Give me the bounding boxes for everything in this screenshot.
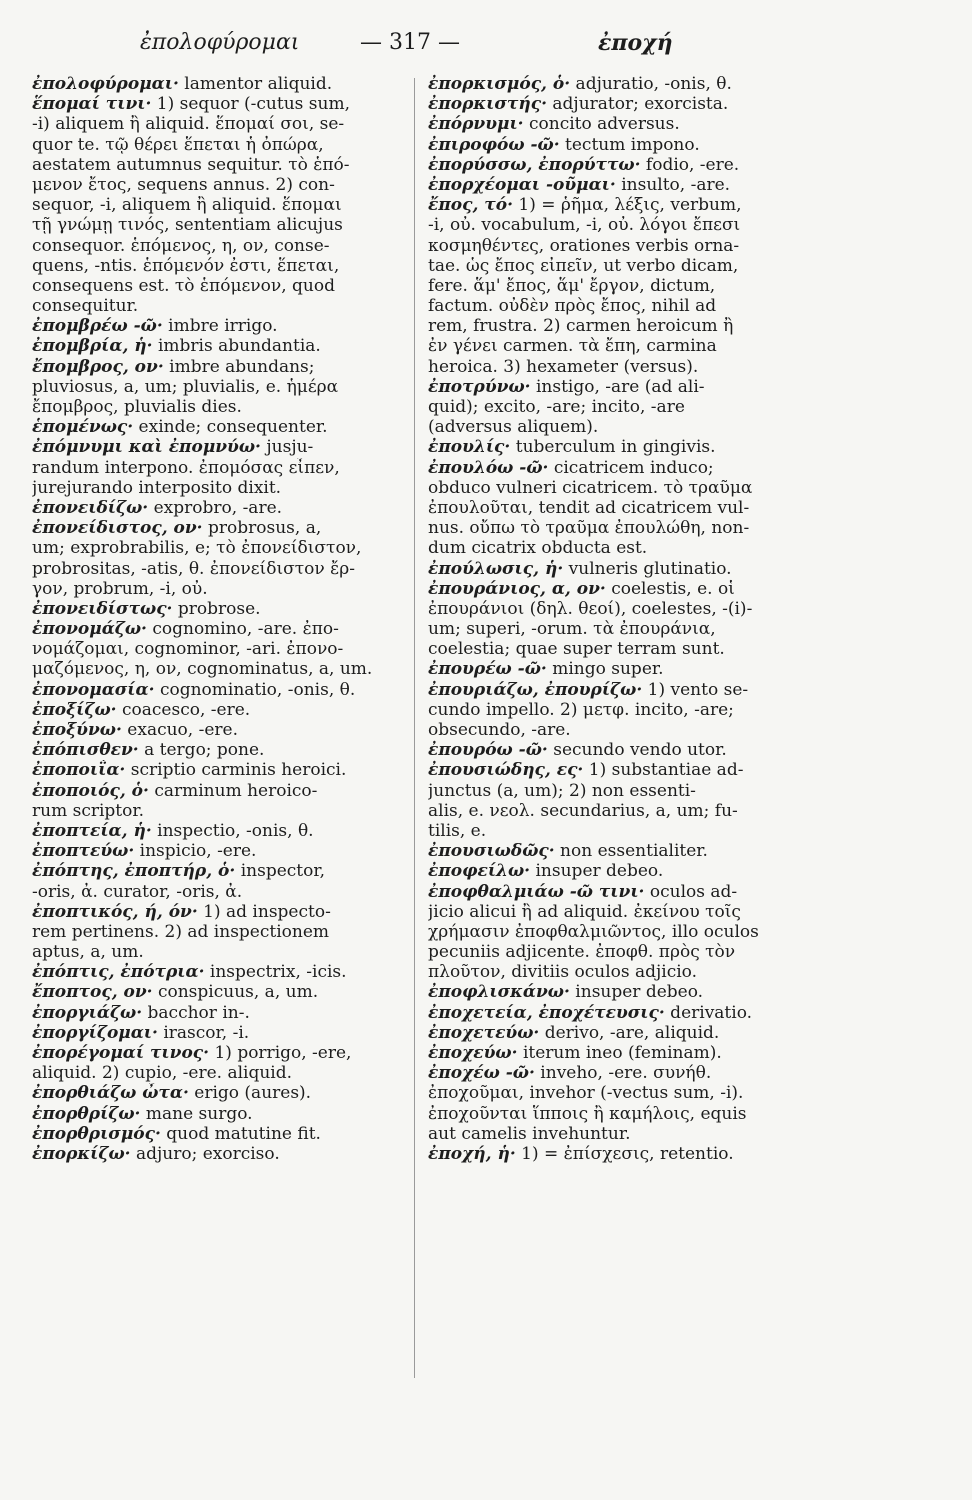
entry-line: ἐπουρόω -ῶ· secundo vendo utor. bbox=[428, 740, 727, 761]
page-number: — 317 — bbox=[360, 30, 460, 55]
entry-line: tilis, e. bbox=[428, 820, 487, 841]
entry-line: ἔπος, τό· 1) = ῥῆμα, λέξις, verbum, bbox=[428, 195, 742, 216]
entry-line: quor te. τῷ θέρει ἕπεται ἡ ὀπώρα, bbox=[32, 134, 324, 155]
entry-line: ἐπούλωσις, ἡ· vulneris glutinatio. bbox=[428, 558, 732, 579]
entry-line: ἐπορθρισμός· quod matutine fit. bbox=[32, 1123, 321, 1144]
right-column bbox=[428, 74, 813, 1164]
entry-line: quens, -ntis. ἑπόμενόν ἐστι, ἕπεται, bbox=[32, 255, 340, 276]
entry-line: ἐπιροφόω -ῶ· tectum impono. bbox=[428, 134, 700, 155]
entry-line: fere. ἅμ' ἔπος, ἅμ' ἔργον, dictum, bbox=[428, 275, 716, 296]
entry-line: ἐποφείλω· insuper debeo. bbox=[428, 861, 664, 882]
entry-line: aestatem autumnus sequitur. τὸ ἑπό- bbox=[32, 154, 350, 175]
entry-line: ἐν γένει carmen. τὰ ἔπη, carmina bbox=[428, 336, 717, 357]
entry-line: ἐπορθρίζω· mane surgo. bbox=[32, 1103, 253, 1124]
entry-line: χρήμασιν ἐποφθαλμιῶντος, illo oculos bbox=[428, 921, 759, 942]
entry-line: -oris, ἀ. curator, -oris, ἀ. bbox=[32, 881, 243, 902]
entry-line: -i) aliquem ἢ aliquid. ἕπομαί σοι, se- bbox=[32, 114, 345, 135]
entry-line: jicio alicui ἢ ad aliquid. ἐκείνου τοῖς bbox=[428, 901, 741, 922]
entry-line: ἐποχή, ἡ· 1) = ἐπίσχεσις, retentio. bbox=[428, 1143, 734, 1164]
entry-line: ἐπορθιάζω ὦτα· erigo (aures). bbox=[32, 1083, 312, 1104]
entry-line: rum scriptor. bbox=[32, 800, 145, 821]
entry-line: tae. ὡς ἔπος εἰπεῖν, ut verbo dicam, bbox=[428, 255, 739, 276]
entry-line: ἐπονειδίστως· probrose. bbox=[32, 598, 261, 619]
entry-line: γον, probrum, -i, οὐ. bbox=[32, 578, 208, 599]
entry-line: ἐποργίζομαι· irascor, -i. bbox=[32, 1022, 250, 1043]
entry-line: ἐπόπισθεν· a tergo; pone. bbox=[32, 740, 265, 761]
entry-line: νομάζομαι, cognominor, -ari. ἐπονο- bbox=[32, 639, 344, 660]
entry-line: μενον ἔτος, sequens annus. 2) con- bbox=[32, 174, 335, 195]
entry-line: μαζόμενος, η, ον, cognominatus, a, um. bbox=[32, 659, 373, 680]
entry-line: junctus (a, um); 2) non essenti- bbox=[428, 780, 696, 801]
entry-line: ἐπόπτις, ἐπότρια· inspectrix, -icis. bbox=[32, 962, 347, 983]
entry-line: ἕπομαί τινι· 1) sequor (-cutus sum, bbox=[32, 94, 350, 115]
entry-line: ἐπουρέω -ῶ· mingo super. bbox=[428, 659, 664, 680]
entry-line: ἐποργιάζω· bacchor in-. bbox=[32, 1002, 250, 1023]
entry-line: ἐπουράνιος, α, ον· coelestis, e. οἱ bbox=[428, 578, 735, 599]
entry-line: ἐποπτεύω· inspicio, -ere. bbox=[32, 841, 257, 862]
entry-line: κοσμηθέντες, orationes verbis orna- bbox=[428, 235, 740, 256]
entry-line: ἐπουράνιοι (δηλ. θεοί), coelestes, -(i)- bbox=[428, 598, 753, 619]
entry-line: ἐπορκίζω· adjuro; exorciso. bbox=[32, 1143, 280, 1164]
entry-line: ἐπόρνυμι· concito adversus. bbox=[428, 114, 680, 135]
entry-line: rem pertinens. 2) ad inspectionem bbox=[32, 921, 330, 942]
left-column bbox=[32, 74, 417, 1164]
entry-line: ἐπολοφύρομαι· lamentor aliquid. bbox=[32, 74, 333, 94]
entry-line: ἐπουσιωδῶς· non essentialiter. bbox=[428, 841, 708, 862]
entry-line: ἐπονομασία· cognominatio, -onis, θ. bbox=[32, 679, 356, 700]
entry-line: ἐπουλίς· tuberculum in gingivis. bbox=[428, 437, 716, 458]
entry-line: alis, e. νεολ. secundarius, a, um; fu- bbox=[428, 800, 738, 821]
entry-line: obduco vulneri cicatricem. τὸ τραῦμα bbox=[428, 477, 753, 498]
header-guide-word-right: ἐποχή bbox=[598, 30, 673, 56]
entry-line: ἐποχετεία, ἐποχέτευσις· derivatio. bbox=[428, 1002, 753, 1023]
entry-line: ἐπουσιώδης, ες· 1) substantiae ad- bbox=[428, 760, 744, 781]
entry-line: quid); excito, -are; incito, -are bbox=[428, 397, 685, 417]
entry-line: pluviosus, a, um; pluvialis, e. ἡμέρα bbox=[32, 376, 339, 397]
entry-line: ἐποφθαλμιάω -ῶ τινι· oculos ad- bbox=[428, 881, 738, 902]
entry-line: ἐποπτεία, ἡ· inspectio, -onis, θ. bbox=[32, 820, 314, 841]
entry-line: ἐποχετεύω· derivo, -are, aliquid. bbox=[428, 1022, 720, 1043]
entry-line: ἐπορκισμός, ὁ· adjuratio, -onis, θ. bbox=[428, 74, 732, 94]
entry-line: ἔποπτος, ον· conspicuus, a, um. bbox=[32, 982, 319, 1003]
entry-line: ἐπομβρέω -ῶ· imbre irrigo. bbox=[32, 316, 278, 337]
entry-line: jurejurando interposito dixit. bbox=[32, 477, 282, 498]
entry-line: ἐποξύνω· exacuo, -ere. bbox=[32, 720, 238, 740]
entry-line: aliquid. 2) cupio, -ere. aliquid. bbox=[32, 1063, 293, 1084]
entry-line: ἐποξίζω· coacesco, -ere. bbox=[32, 699, 251, 720]
entry-line: ἑπομένως· exinde; consequenter. bbox=[32, 417, 328, 438]
entry-line: randum interpono. ἐπομόσας εἶπεν, bbox=[32, 457, 340, 478]
entry-line: -i, οὐ. vocabulum, -i, οὐ. λόγοι ἔπεσι bbox=[428, 215, 741, 236]
entry-line: dum cicatrix obducta est. bbox=[428, 538, 648, 559]
entry-line: ἐποχεύω· iterum ineo (feminam). bbox=[428, 1043, 722, 1063]
entry-line: aut camelis invehuntur. bbox=[428, 1123, 631, 1144]
entry-line: um; superi, -orum. τὰ ἐπουράνια, bbox=[428, 619, 716, 640]
entry-line: coelestia; quae super terram sunt. bbox=[428, 639, 725, 660]
entry-line: ἐποφλισκάνω· insuper debeo. bbox=[428, 982, 704, 1003]
entry-line: ἐπόπτης, ἐποπτήρ, ὁ· inspector, bbox=[32, 861, 326, 882]
entry-line: factum. οὐδὲν πρὸς ἔπος, nihil ad bbox=[428, 296, 717, 317]
entry-line: ἐπονείδιστος, ον· probrosus, a, bbox=[32, 518, 322, 539]
entry-line: ἐπομβρία, ἡ· imbris abundantia. bbox=[32, 336, 321, 357]
entry-line: ἐπορύσσω, ἐπορύττω· fodio, -ere. bbox=[428, 154, 740, 175]
entry-line: ἐπουριάζω, ἐπουρίζω· 1) vento se- bbox=[428, 679, 749, 700]
entry-line: ἐποχοῦμαι, invehor (-vectus sum, -i). bbox=[428, 1083, 744, 1104]
entry-line: ἐπουλοῦται, tendit ad cicatricem vul- bbox=[428, 497, 750, 518]
entry-line: probrositas, -atis, θ. ἐπονείδιστον ἔρ- bbox=[32, 558, 355, 579]
entry-line: ἔπομβρος, pluvialis dies. bbox=[32, 397, 242, 417]
entry-line: ἐπουλόω -ῶ· cicatricem induco; bbox=[428, 457, 714, 478]
entry-line: ἐποποιΐα· scriptio carminis heroici. bbox=[32, 760, 347, 781]
entry-line: (adversus aliquem). bbox=[428, 417, 599, 438]
entry-line: ἐπονομάζω· cognomino, -are. ἐπο- bbox=[32, 619, 339, 640]
entry-line: consequitur. bbox=[32, 296, 139, 317]
entry-line: ἐποχοῦνται ἵπποις ἢ καμήλοις, equis bbox=[428, 1103, 747, 1124]
entry-line: ἐποχέω -ῶ· inveho, -ere. συνήθ. bbox=[428, 1063, 712, 1084]
entry-line: sequor, -i, aliquem ἢ aliquid. ἕπομαι bbox=[32, 195, 342, 216]
entry-line: ἐποτρύνω· instigo, -are (ad ali- bbox=[428, 376, 705, 397]
entry-line: ἐπορέγομαί τινος· 1) porrigo, -ere, bbox=[32, 1043, 352, 1063]
entry-line: aptus, a, um. bbox=[32, 942, 144, 963]
entry-line: ἐποπτικός, ή, όν· 1) ad inspecto- bbox=[32, 901, 331, 922]
header-guide-word-left: ἐπολοφύρομαι bbox=[140, 30, 300, 55]
entry-line: πλοῦτον, divitiis oculos adjicio. bbox=[428, 962, 698, 983]
entry-line: rem, frustra. 2) carmen heroicum ἢ bbox=[428, 316, 734, 337]
entry-line: ἔπομβρος, ον· imbre abundans; bbox=[32, 356, 315, 377]
entry-line: obsecundo, -are. bbox=[428, 720, 571, 740]
entry-line: consequens est. τὸ ἑπόμενον, quod bbox=[32, 275, 335, 296]
entry-line: τῇ γνώμῃ τινός, sententiam alicujus bbox=[32, 215, 343, 236]
entry-line: heroica. 3) hexameter (versus). bbox=[428, 356, 699, 377]
running-header bbox=[0, 30, 972, 58]
entry-line: cundo impello. 2) μετφ. incito, -are; bbox=[428, 699, 734, 720]
entry-line: ἐπορχέομαι -οῦμαι· insulto, -are. bbox=[428, 174, 731, 195]
entry-line: ἐποποιός, ὁ· carminum heroico- bbox=[32, 780, 318, 801]
entry-line: consequor. ἑπόμενος, η, ον, conse- bbox=[32, 235, 330, 256]
entry-line: nus. οὔπω τὸ τραῦμα ἐπουλώθη, non- bbox=[428, 518, 750, 539]
entry-line: pecuniis adjicente. ἐποφθ. πρὸς τὸν bbox=[428, 942, 736, 963]
entry-line: ἐπονειδίζω· exprobro, -are. bbox=[32, 497, 283, 518]
entry-line: ἐπορκιστής· adjurator; exorcista. bbox=[428, 94, 729, 115]
entry-line: ἐπόμνυμι καὶ ἐπομνύω· jusju- bbox=[32, 437, 314, 458]
entry-line: um; exprobrabilis, e; τὸ ἐπονείδιστον, bbox=[32, 538, 362, 559]
